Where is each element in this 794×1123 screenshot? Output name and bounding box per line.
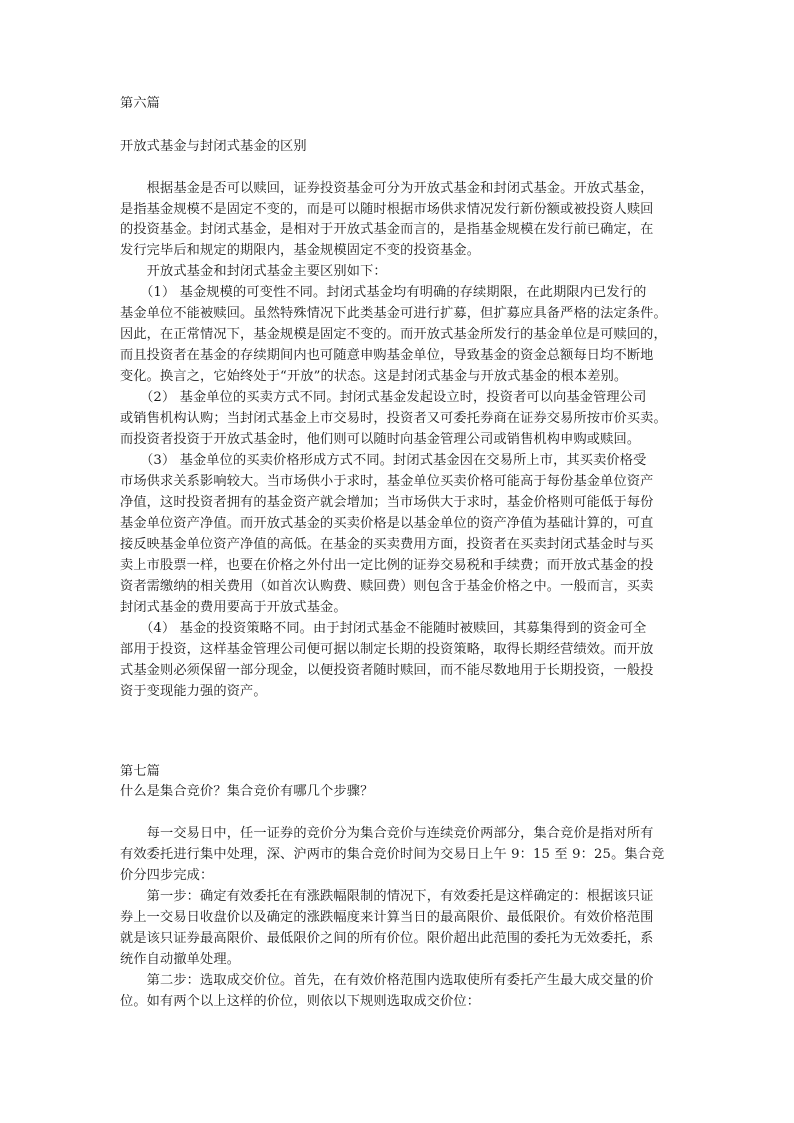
paragraph-line: 第二步：选取成交价位。首先，在有效价格范围内选取使所有委托产生最大成交量的价	[120, 973, 654, 988]
paragraph-line: 开放式基金和封闭式基金主要区别如下：	[120, 264, 387, 279]
paragraph-line: 券上一交易日收盘价以及确定的涨跌幅度来计算当日的最高限价、最低限价。有效价格范围	[120, 910, 654, 925]
paragraph-line: 第一步：确定有效委托在有涨跌幅限制的情况下，有效委托是这样确定的：根据该只证	[120, 889, 654, 904]
paragraph-line: 式基金则必须保留一部分现金，以便投资者随时赎回，而不能尽数地用于长期投资，一般投	[120, 663, 654, 678]
paragraph-line: 有效委托进行集中处理，深、沪两市的集合竞价时间为交易日上午 9：15 至 9：25。集合竞	[120, 847, 665, 862]
paragraph-line: （1） 基金规模的可变性不同。封闭式基金均有明确的存续期限，在此期限内已发行的	[120, 285, 647, 300]
paragraph-line: 接反映基金单位资产净值的高低。在基金的买卖费用方面，投资者在买卖封闭式基金时与买	[120, 537, 654, 552]
chapter-6-title: 开放式基金与封闭式基金的区别	[120, 139, 307, 154]
paragraph-line: 而投资者投资于开放式基金时，他们则可以随时向基金管理公司或销售机构申购或赎回。	[120, 432, 641, 447]
paragraph-line: 每一交易日中，任一证券的竞价分为集合竞价与连续竞价两部分，集合竞价是指对所有	[120, 826, 654, 841]
paragraph-line: 是指基金规模不是固定不变的，而是可以随时根据市场供求情况发行新份额或被投资人赎回	[120, 202, 654, 217]
paragraph-line: 卖上市股票一样，也要在价格之外付出一定比例的证券交易税和手续费；而开放式基金的投	[120, 558, 654, 573]
paragraph-line: 根据基金是否可以赎回，证券投资基金可分为开放式基金和封闭式基金。开放式基金，	[120, 181, 654, 196]
chapter-7-title: 什么是集合竞价？集合竞价有哪几个步骤？	[120, 784, 374, 799]
paragraph-line: 市场供求关系影响较大。当市场供小于求时，基金单位买卖价格可能高于每份基金单位资产	[120, 474, 654, 489]
paragraph-line: 就是该只证券最高限价、最低限价之间的所有价位。限价超出此范围的委托为无效委托，系	[120, 931, 654, 946]
paragraph-line: （2） 基金单位的买卖方式不同。封闭式基金发起设立时，投资者可以向基金管理公司	[120, 390, 647, 405]
paragraph-line: 统作自动撤单处理。	[120, 952, 241, 967]
paragraph-line: 因此，在正常情况下，基金规模是固定不变的。而开放式基金所发行的基金单位是可赎回的，	[120, 327, 667, 342]
chapter-7-heading: 第七篇	[120, 764, 161, 779]
paragraph-line: 发行完毕后和规定的期限内，基金规模固定不变的投资基金。	[120, 243, 481, 258]
paragraph-line: 位。如有两个以上这样的价位，则依以下规则选取成交价位：	[120, 994, 481, 1009]
paragraph-line: 资于变现能力强的资产。	[120, 684, 267, 699]
paragraph-line: （3） 基金单位的买卖价格形成方式不同。封闭式基金因在交易所上市，其买卖价格受	[120, 453, 647, 468]
paragraph-line: 部用于投资，这样基金管理公司便可据以制定长期的投资策略，取得长期经营绩效。而开放	[120, 642, 654, 657]
paragraph-line: 或销售机构认购；当封闭式基金上市交易时，投资者又可委托券商在证券交易所按市价买卖。	[120, 411, 667, 426]
paragraph-line: 基金单位不能被赎回。虽然特殊情况下此类基金可进行扩募，但扩募应具备严格的法定条件。	[120, 306, 667, 321]
paragraph-line: 资者需缴纳的相关费用（如首次认购费、赎回费）则包含于基金价格之中。一般而言，买卖	[120, 579, 654, 594]
paragraph-line: 封闭式基金的费用要高于开放式基金。	[120, 600, 347, 615]
paragraph-line: 净值，这时投资者拥有的基金资产就会增加；当市场供大于求时，基金价格则可能低于每份	[120, 495, 654, 510]
paragraph-line: 而且投资者在基金的存续期间内也可随意申购基金单位，导致基金的资金总额每日均不断地	[120, 348, 654, 363]
chapter-6-heading: 第六篇	[120, 96, 161, 111]
paragraph-line: （4） 基金的投资策略不同。由于封闭式基金不能随时被赎回，其募集得到的资金可全	[120, 621, 647, 636]
paragraph-line: 变化。换言之，它始终处于“开放”的状态。这是封闭式基金与开放式基金的根本差别。	[120, 369, 628, 384]
paragraph-line: 价分四步完成：	[120, 868, 214, 883]
paragraph-line: 的投资基金。封闭式基金，是相对于开放式基金而言的，是指基金规模在发行前已确定，在	[120, 222, 654, 237]
paragraph-line: 基金单位资产净值。而开放式基金的买卖价格是以基金单位的资产净值为基础计算的，可直	[120, 516, 654, 531]
